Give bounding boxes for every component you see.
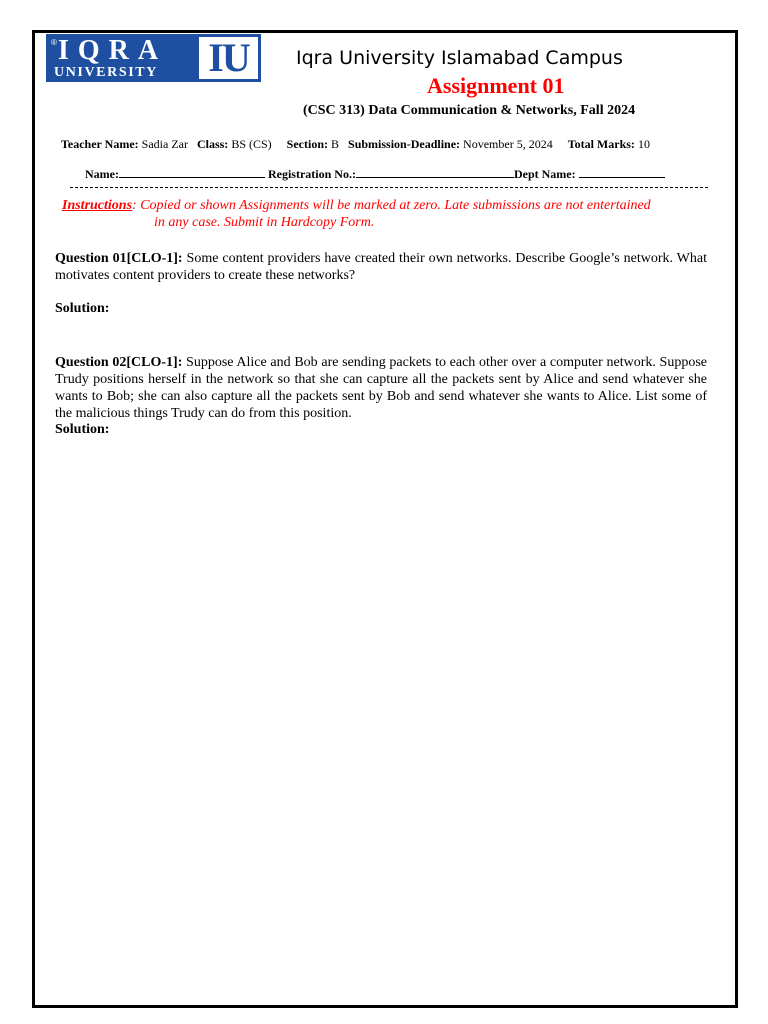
iqra-university-logo — [46, 34, 261, 82]
solution-2-label: Solution: — [55, 422, 110, 437]
deadline-label: Submission-Deadline: — [348, 137, 461, 151]
question-2 — [55, 354, 707, 422]
question-1 — [55, 250, 707, 284]
separator-line — [70, 187, 708, 188]
registered-mark: ® — [51, 38, 57, 47]
assignment-title: Assignment 01 — [427, 73, 565, 98]
section-value: B — [331, 137, 340, 151]
logo-wordmark — [46, 34, 196, 82]
name-label: Name: — [85, 167, 119, 181]
registration-blank[interactable] — [356, 166, 514, 178]
total-marks-value: 10 — [637, 137, 650, 151]
instructions-label: Instructions — [62, 198, 133, 213]
course-info-row — [61, 137, 650, 152]
teacher-value: Sadia Zar — [141, 137, 188, 151]
campus-title: Iqra University Islamabad Campus — [296, 47, 623, 69]
instructions-line2: in any case. Submit in Hardcopy Form. — [154, 215, 375, 230]
logo-bottom-text: UNIVERSITY — [54, 65, 158, 80]
student-id-row — [85, 166, 665, 182]
class-label: Class: — [196, 137, 229, 151]
class-value: BS (CS) — [231, 137, 272, 151]
question-1-label: Question 01[CLO-1]: — [55, 251, 183, 266]
course-title: (CSC 313) Data Communication & Networks, Fall 2024 — [303, 103, 636, 118]
logo-top-text: IQRA — [58, 35, 168, 66]
dept-label: Dept Name: — [513, 167, 576, 181]
question-2-label: Question 02[CLO-1]: — [55, 355, 183, 370]
instructions-line1: : Copied or shown Assignments will be marked at zero. Late submissions are not entertained — [132, 198, 651, 213]
registration-label: Registration No.: — [267, 167, 356, 181]
logo-iu-mark: IU — [196, 34, 261, 82]
deadline-value: November 5, 2024 — [463, 137, 553, 151]
instructions-block — [62, 197, 722, 231]
section-label: Section: — [286, 137, 328, 151]
name-blank[interactable] — [119, 166, 265, 178]
total-marks-label: Total Marks: — [567, 137, 635, 151]
teacher-label: Teacher Name: — [61, 137, 139, 151]
question-2-text: Suppose Alice and Bob are sending packets to each other over a computer network. Suppose Trudy positions herself in the network so that she can capture all the packets sent by Alice and send whatever she wants to Bob; she can also capture all the packets sent by Bob and send whatever she wants to Alice. List some of the malicious things Trudy can do from this position. — [55, 355, 707, 421]
dept-blank[interactable] — [579, 166, 665, 178]
question-1-text: Some content providers have created their own networks. Describe Google’s network. What motivates content providers to create these networks? — [55, 251, 707, 283]
solution-1-label: Solution: — [55, 301, 110, 316]
